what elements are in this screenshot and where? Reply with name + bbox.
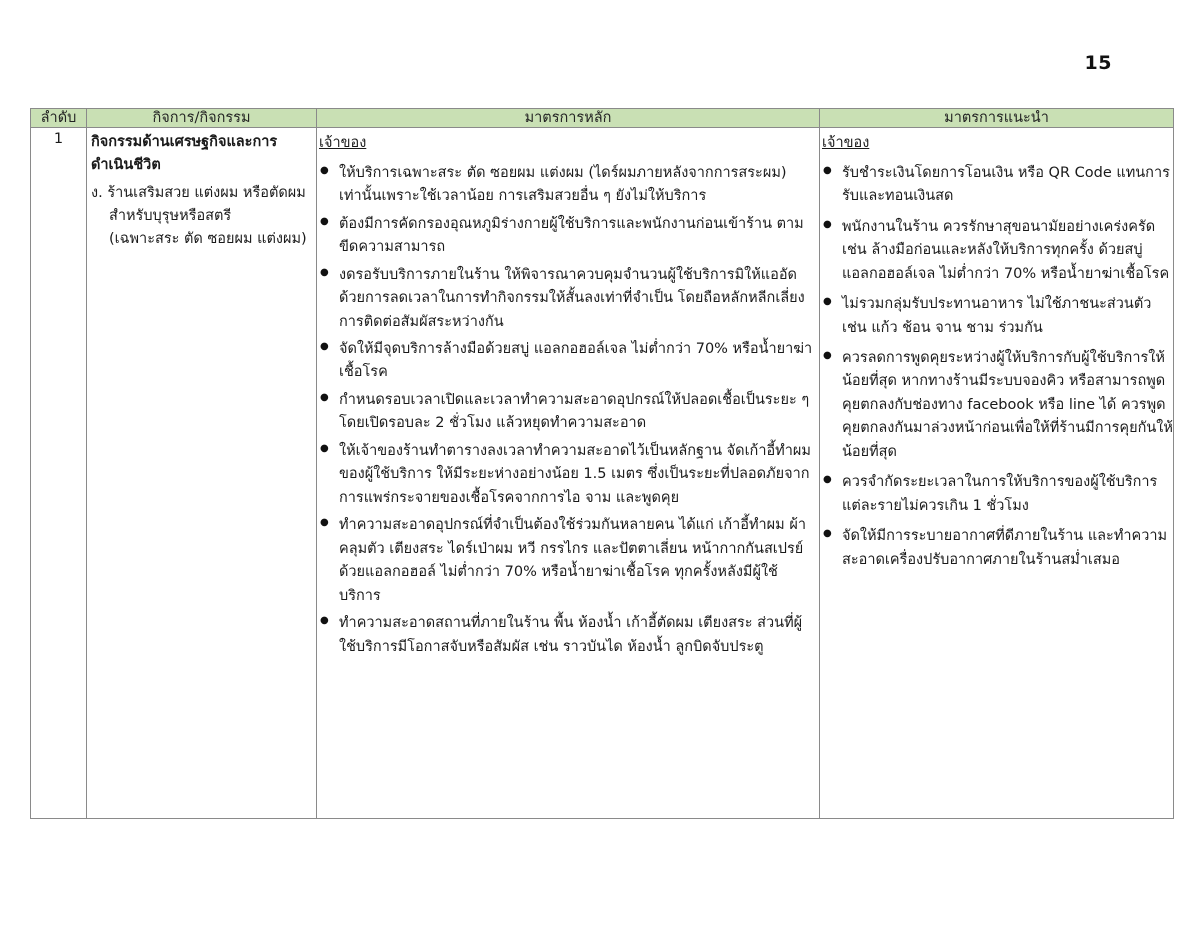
column-header-order: ลำดับ xyxy=(31,109,87,128)
list-item: ● พนักงานในร้าน ควรรักษาสุขอนามัยอย่างเคร่งครัด เช่น ล้างมือก่อนและหลังให้บริการทุกครั้ง ด้วยสบู่ แอลกอฮอล์เจล ไม่ต่ำกว่า 70% หรือน้ำยาฆ่าเชื้อโรค xyxy=(820,216,1173,286)
column-header-activity: กิจการ/กิจกรรม xyxy=(87,109,317,128)
activity-item-note: (เฉพาะสระ ตัด ซอยผม แต่งผม) xyxy=(109,231,307,248)
column-header-main-measures: มาตรการหลัก xyxy=(317,109,820,128)
list-item: ● งดรอรับบริการภายในร้าน ให้พิจารณาควบคุมจำนวนผู้ใช้บริการมิให้แออัด ด้วยการลดเวลาในการทำกิจกรรมให้สั้นลงเท่าที่จำเป็น โดยถือหลักหลีกเลี่ยงการติดต่อสัมผัสระหว่างกัน xyxy=(317,264,819,334)
activity-item-label: ง. xyxy=(91,184,103,201)
list-item: ● ไม่รวมกลุ่มรับประทานอาหาร ไม่ใช้ภาชนะส่วนตัว เช่น แก้ว ช้อน จาน ชาม ร่วมกัน xyxy=(820,293,1173,340)
activity-item-text: ร้านเสริมสวย แต่งผม หรือตัดผม สำหรับบุรุษหรือสตรี xyxy=(107,184,306,224)
cell-recommended-measures xyxy=(820,128,1174,819)
table-header xyxy=(31,109,1174,128)
page-number: 15 xyxy=(1084,52,1112,74)
list-item: ● ให้เจ้าของร้านทำตารางลงเวลาทำความสะอาดไว้เป็นหลักฐาน จัดเก้าอี้ทำผมของผู้ใช้บริการ ให้มีระยะห่างอย่างน้อย 1.5 เมตร ซึ่งเป็นระยะที่ปลอดภัยจากการแพร่กระจายของเชื้อโรคจากการไอ จาม และพูดคุย xyxy=(317,440,819,510)
list-item: ● จัดให้มีการระบายอากาศที่ดีภายในร้าน และทำความสะอาดเครื่องปรับอากาศภายในร้านสม่ำเสมอ xyxy=(820,525,1173,572)
table-header-row xyxy=(31,109,1174,128)
cell-main-measures xyxy=(317,128,820,819)
cell-order-number: 1 xyxy=(31,128,87,819)
activity-item xyxy=(91,182,316,229)
list-item: ● ทำความสะอาดอุปกรณ์ที่จำเป็นต้องใช้ร่วมกันหลายคน ได้แก่ เก้าอี้ทำผม ผ้าคลุมตัว เตียงสระ ไดร์เป่าผม หวี กรรไกร และปัตตาเลี่ยน หน้ากากกันสเปรย์ ด้วยแอลกอฮอล์ ไม่ต่ำกว่า 70% หรือน้ำยาฆ่าเชื้อโรค ทุกครั้งหลังมีผู้ใช้บริการ xyxy=(317,514,819,608)
list-item: ● รับชำระเงินโดยการโอนเงิน หรือ QR Code แทนการรับและทอนเงินสด xyxy=(820,162,1173,209)
list-item: ● ควรจำกัดระยะเวลาในการให้บริการของผู้ใช้บริการแต่ละรายไม่ควรเกิน 1 ชั่วโมง xyxy=(820,471,1173,518)
measures-table xyxy=(30,108,1174,819)
recommended-measures-list xyxy=(820,162,1173,573)
list-item: ● ควรลดการพูดคุยระหว่างผู้ให้บริการกับผู้ใช้บริการให้น้อยที่สุด หากทางร้านมีระบบจองคิว หรือสามารถพูดคุยตกลงกับช่องทาง facebook หรือ line ได้ ควรพูดคุยตกลงกันมาล่วงหน้าก่อนเพื่อให้ที่ร้านมีการคุยกันให้น้อยที่สุด xyxy=(820,347,1173,464)
activity-title: กิจกรรมด้านเศรษฐกิจและการดำเนินชีวิต xyxy=(91,134,278,174)
cell-activity xyxy=(87,128,317,819)
list-item: ● ต้องมีการคัดกรองอุณหภูมิร่างกายผู้ใช้บริการและพนักงานก่อนเข้าร้าน ตามขีดความสามารถ xyxy=(317,213,819,260)
table-row xyxy=(31,128,1174,819)
list-item: ● กำหนดรอบเวลาเปิดและเวลาทำความสะอาดอุปกรณ์ให้ปลอดเชื้อเป็นระยะ ๆ โดยเปิดรอบละ 2 ชั่วโมง แล้วหยุดทำความสะอาด xyxy=(317,389,819,436)
column-header-recommended-measures: มาตรการแนะนำ xyxy=(820,109,1174,128)
list-item: ● ทำความสะอาดสถานที่ภายในร้าน พื้น ห้องน้ำ เก้าอี้ตัดผม เตียงสระ ส่วนที่ผู้ใช้บริการมีโอกาสจับหรือสัมผัส เช่น ราวบันได ห้องน้ำ ลูกบิดจับประตู xyxy=(317,612,819,659)
list-item: ● ให้บริการเฉพาะสระ ตัด ซอยผม แต่งผม (ไดร์ผมภายหลังจากการสระผม) เท่านั้นเพราะใช้เวลาน้อย การเสริมสวยอื่น ๆ ยังไม่ให้บริการ xyxy=(317,162,819,209)
list-item: ● จัดให้มีจุดบริการล้างมือด้วยสบู่ แอลกอฮอล์เจล ไม่ต่ำกว่า 70% หรือน้ำยาฆ่าเชื้อโรค xyxy=(317,338,819,385)
main-measures-list xyxy=(317,162,819,660)
recommended-measures-heading: เจ้าของ xyxy=(822,135,870,152)
table-body xyxy=(31,128,1174,819)
main-measures-heading: เจ้าของ xyxy=(319,135,367,152)
